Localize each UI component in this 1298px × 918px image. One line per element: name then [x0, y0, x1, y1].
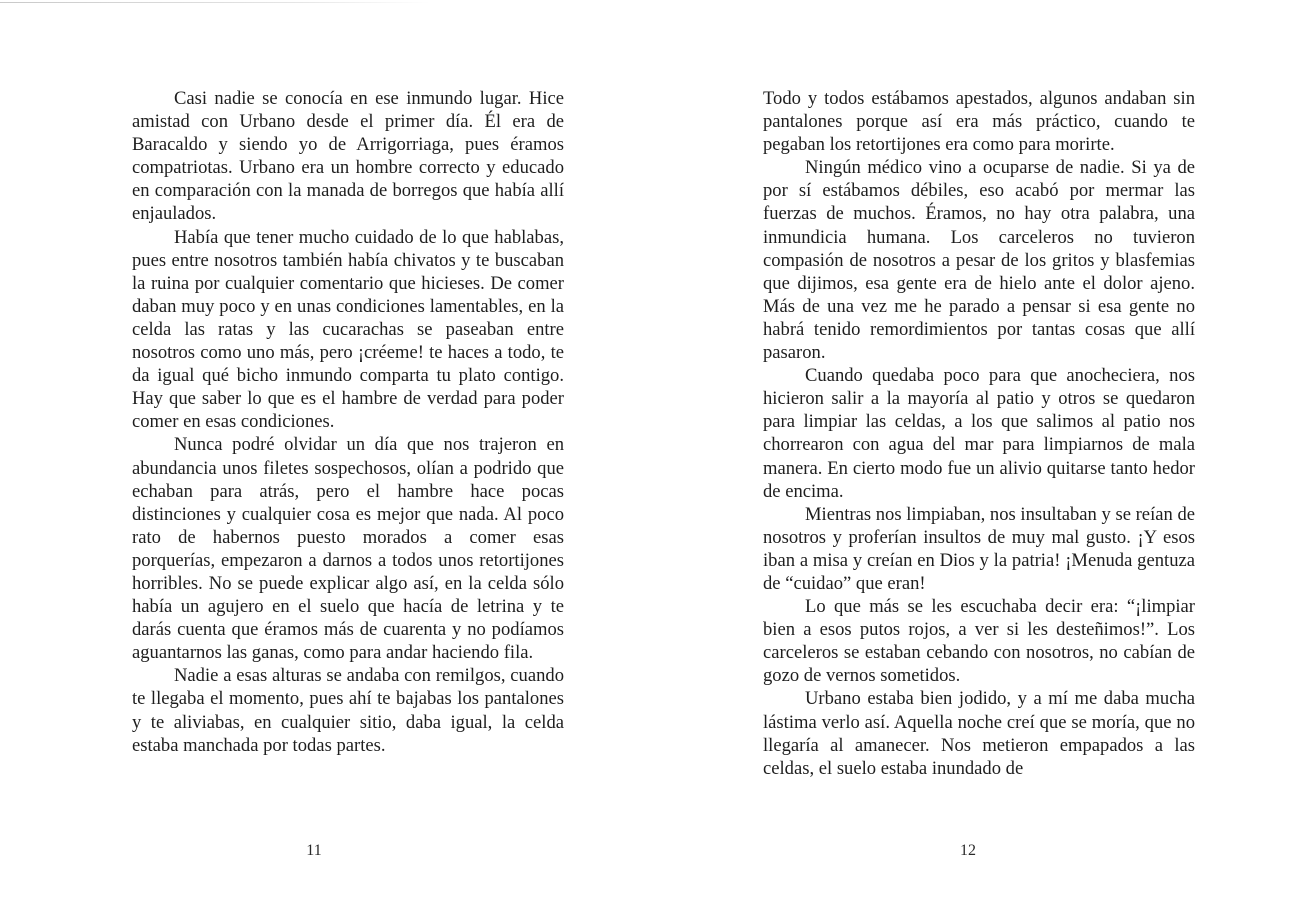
paragraph: Urbano estaba bien jodido, y a mí me daba mucha lástima verlo así. Aquella noche creí que se moría, que no llegaría al amanecer. Nos metieron empapados a las celdas, el suelo estaba inundado de [763, 688, 1195, 779]
paragraph: Había que tener mucho cuidado de lo que hablabas, pues entre nosotros también había chivatos y te buscaban la ruina por cualquier comentario que hicieses. De comer daban muy poco y en unas condiciones lamentables, en la celda las ratas y las cucarachas se paseaban entre nosotros como uno más, pero ¡créeme! te haces a todo, te da igual qué bicho inmundo comparta tu plato contigo. Hay que saber lo que es el hambre de verdad para poder comer en esas condiciones. [132, 226, 564, 433]
paragraph: Cuando quedaba poco para que anocheciera, nos hicieron salir a la mayoría al patio y otros se quedaron para limpiar las celdas, a los que salimos al patio nos chorrearon con agua del mar para limpiarnos de mala manera. En cierto modo fue un alivio quitarse tanto hedor de encima. [763, 365, 1195, 502]
paragraph: Nunca podré olvidar un día que nos trajeron en abundancia unos filetes sospechosos, olían a podrido que echaban para atrás, pero el hambre hace pocas distinciones y cualquier cosa es mejor que nada. Al poco rato de habernos puesto morados a comer esas porquerías, empezaron a darnos a todos unos retortijones horribles. No se puede explicar algo así, en la celda sólo había un agujero en el suelo que hacía de letrina y te darás cuenta que éramos más de cuarenta y no podíamos aguantarnos las ganas, como para andar haciendo fila. [132, 434, 564, 664]
paragraph: Todo y todos estábamos apestados, algunos andaban sin pantalones porque así era más práctico, cuando te pegaban los retortijones era como para morirte. [763, 88, 1195, 156]
paragraph: Lo que más se les escuchaba decir era: “¡limpiar bien a esos putos rojos, a ver si les desteñimos!”. Los carceleros se estaban cebando con nosotros, no cabían de gozo de vernos sometidos. [763, 596, 1195, 687]
left-page-text [132, 87, 564, 757]
page-number-left: 11 [306, 842, 322, 859]
scan-edge-line [0, 2, 430, 3]
paragraph: Ningún médico vino a ocuparse de nadie. Si ya de por sí estábamos débiles, eso acabó por mermar las fuerzas de muchos. Éramos, no hay otra palabra, una inmundicia humana. Los carceleros no tuvieron compasión de nosotros a pesar de los gritos y blasfemias que dijimos, esa gente era de hielo ante el dolor ajeno. Más de una vez me he parado a pensar si esa gente no habrá tenido remordimientos por tantas cosas que allí pasaron. [763, 157, 1195, 364]
page-number-right: 12 [960, 842, 976, 859]
paragraph: Mientras nos limpiaban, nos insultaban y se reían de nosotros y proferían insultos de muy mal gusto. ¡Y esos iban a misa y creían en Dios y la patria! ¡Menuda gentuza de “cuidao” que eran! [763, 503, 1195, 594]
paragraph: Nadie a esas alturas se andaba con remilgos, cuando te llegaba el momento, pues ahí te bajabas los pantalones y te aliviabas, en cualquier sitio, daba igual, la celda estaba manchada por todas partes. [132, 665, 564, 756]
right-page-text [763, 87, 1195, 780]
paragraph: Casi nadie se conocía en ese inmundo lugar. Hice amistad con Urbano desde el primer día. Él era de Baracaldo y siendo yo de Arrigorriaga, pues éramos compatriotas. Urbano era un hombre correcto y educado en comparación con la manada de borregos que había allí enjaulados. [132, 88, 564, 225]
